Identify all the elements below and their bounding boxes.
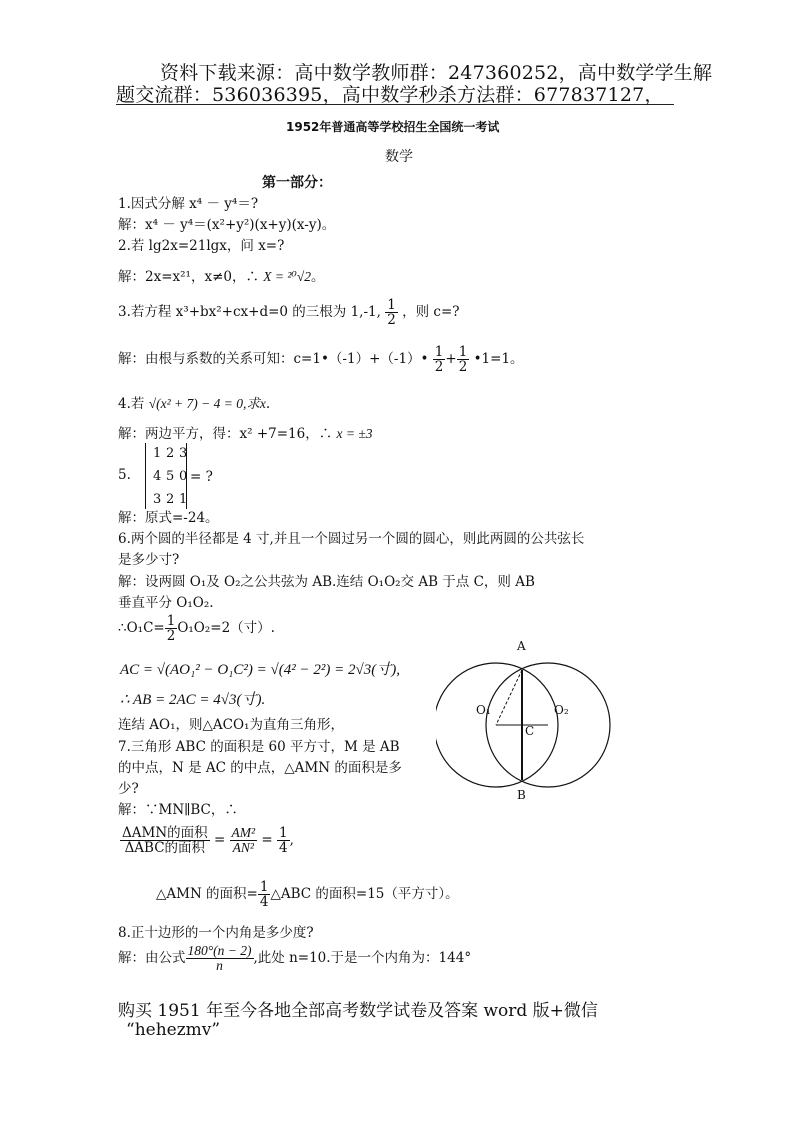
q3-ans-frac-2-den: 2 xyxy=(458,359,468,376)
header-line-2: 题交流群：536036395，高中数学秒杀方法群：677837127， xyxy=(116,84,664,106)
q6-answer-1: 解：设两圆 O₁及 O₂之公共弦为 AB.连结 O₁O₂交 AB 于点 C，则 AB xyxy=(118,574,535,590)
q3-answer-end: •1=1。 xyxy=(473,351,524,368)
q6-answer-3-end: O₁O₂=2（寸）. xyxy=(177,620,275,637)
q3-question-end: ，则 c=? xyxy=(402,304,460,321)
q7-a2-frac-num: 1 xyxy=(259,879,269,895)
q6-answer-5: ∴ AB = 2AC = 4√3(寸). xyxy=(120,692,266,708)
q3-ans-frac-2 xyxy=(457,345,470,374)
q7-frac-sides-den: AN² xyxy=(232,840,254,856)
q4-answer-text: 解：两边平方，得：x² +7=16，∴ xyxy=(118,426,333,442)
q7-frac-area-num: ΔAMN的面积 xyxy=(122,825,208,841)
label-o1: O₁ xyxy=(476,703,491,717)
q6-answer-3-frac xyxy=(165,614,178,643)
q7-comma: , xyxy=(289,832,294,849)
q8-answer-end: ,此处 n=10.于是一个内角为：144° xyxy=(253,950,472,967)
header-line-1: 资料下载来源：高中数学教师群：247360252，高中数学学生解 xyxy=(160,62,713,84)
q1-question: 1.因式分解 x⁴ － y⁴＝? xyxy=(118,196,259,212)
q5-answer: 解：原式=-24。 xyxy=(118,510,219,526)
det-cell: 2 xyxy=(166,446,175,461)
q7-answer-2-frac xyxy=(258,880,271,909)
q3-fraction xyxy=(385,298,398,327)
header-divider xyxy=(116,104,674,105)
q6-answer-4: AC = √(AO₁² − O₁C²) = √(4² − 2²) = 2√3(寸), xyxy=(120,662,400,678)
q2-answer-expr: X = ²⁰√2 xyxy=(263,269,311,284)
q4-question-expr: √(x² + 7) − 4 = 0,求x xyxy=(148,396,266,411)
q6-answer-6: 连结 AO₁，则△ACO₁为直角三角形， xyxy=(118,717,344,733)
det-row-3 xyxy=(153,492,189,507)
q8-answer xyxy=(118,944,471,973)
q7-frac-area-den: ΔABC的面积 xyxy=(124,840,206,857)
q2-answer-text: 解：2x=x²¹，x≠0，∴ xyxy=(118,269,259,285)
footer-line-1: 购买 1951 年至今各地全部高考数学试卷及答案 word 版+微信 xyxy=(118,1001,598,1021)
det-cell: 4 xyxy=(153,469,162,484)
q4-answer-expr: x = ±3 xyxy=(336,426,373,441)
q8-question: 8.正十边形的一个内角是多少度? xyxy=(118,925,314,941)
q8-answer-pre: 解：由公式 xyxy=(118,950,186,967)
q7-question-3: 少? xyxy=(118,781,139,797)
q4-answer xyxy=(118,422,373,442)
q3-question-text: 3.若方程 x³+bx²+cx+d=0 的三根为 1,-1, xyxy=(118,304,381,321)
q6-answer-3 xyxy=(118,614,275,643)
q7-frac-area xyxy=(120,826,210,855)
q7-question-2: 的中点，N 是 AC 的中点，△AMN 的面积是多 xyxy=(118,760,402,776)
label-a: A xyxy=(517,639,526,653)
q7-frac-quarter-num: 1 xyxy=(279,825,288,841)
q5-label: 5. xyxy=(118,467,131,483)
q3-frac-num: 1 xyxy=(387,297,396,313)
circles-figure xyxy=(436,632,636,804)
q7-eq-2: = xyxy=(261,832,273,849)
q3-answer xyxy=(118,345,524,374)
q3-ans-frac-1 xyxy=(433,345,446,374)
det-cell: 0 xyxy=(179,469,188,484)
q6-answer-2: 垂直平分 O₁O₂. xyxy=(118,595,214,611)
det-cell: 3 xyxy=(153,492,162,507)
q7-eq-1: = xyxy=(213,832,226,849)
det-row-2 xyxy=(153,469,189,484)
q6-answer-3-pre: ∴O₁C= xyxy=(118,620,165,637)
q3-ans-frac-2-num: 1 xyxy=(458,344,468,360)
q3-ans-plus: + xyxy=(445,351,457,368)
det-cell: 3 xyxy=(179,446,188,461)
q5-tail: = ? xyxy=(190,469,213,485)
q7-answer-2-end: △ABC 的面积=15（平方寸）。 xyxy=(270,886,459,903)
q8-formula-num: 180°(n − 2) xyxy=(187,943,252,958)
q7-frac-sides xyxy=(230,826,258,855)
q8-formula-den: n xyxy=(216,958,223,974)
part-heading: 第一部分： xyxy=(262,175,332,191)
det-cell: 1 xyxy=(153,446,162,461)
q7-answer-1: 解：∵MN∥BC，∴ xyxy=(118,802,238,818)
q3-ans-frac-1-num: 1 xyxy=(434,344,444,360)
subject-title: 数学 xyxy=(385,149,413,165)
q7-question-1: 7.三角形 ABC 的面积是 60 平方寸，M 是 AB xyxy=(118,739,400,755)
q6-frac-den: 2 xyxy=(166,628,176,645)
det-cell: 5 xyxy=(166,469,175,484)
q4-question xyxy=(118,392,270,412)
label-c: C xyxy=(525,724,535,738)
label-b: B xyxy=(517,788,526,802)
q3-question xyxy=(118,298,460,327)
q1-answer: 解：x⁴ － y⁴＝(x²+y²)(x+y)(x-y)。 xyxy=(118,217,336,233)
q2-answer xyxy=(118,265,325,285)
q3-frac-den: 2 xyxy=(387,312,396,329)
q8-formula xyxy=(186,944,254,973)
det-cell: 2 xyxy=(166,492,175,507)
det-row-1 xyxy=(153,446,189,461)
q7-frac-sides-num: AM² xyxy=(231,825,256,840)
q7-answer-2 xyxy=(156,880,459,909)
segment-ao1 xyxy=(496,670,522,725)
q4-question-text: 4.若 xyxy=(118,396,145,412)
label-o2: O₂ xyxy=(554,703,569,717)
q7-ratio xyxy=(120,826,294,855)
q7-frac-quarter xyxy=(277,826,290,855)
q6-question-2: 是多少寸? xyxy=(118,552,180,568)
q7-frac-quarter-den: 4 xyxy=(279,840,288,857)
q7-a2-frac-den: 4 xyxy=(259,894,269,911)
q2-answer-end: 。 xyxy=(311,269,325,285)
q3-answer-text: 解：由根与系数的关系可知：c=1•（-1）+（-1）• xyxy=(118,351,429,368)
q6-frac-num: 1 xyxy=(166,613,176,629)
q6-question-1: 6.两个圆的半径都是 4 寸,并且一个圆过另一个圆的圆心，则此两圆的公共弦长 xyxy=(118,531,585,547)
q3-ans-frac-1-den: 2 xyxy=(434,359,444,376)
footer-line-2: “hehezmv” xyxy=(126,1020,221,1040)
det-cell: 1 xyxy=(179,492,188,507)
q4-question-end: . xyxy=(265,396,271,412)
q2-question: 2.若 lg2x=21lgx，问 x=? xyxy=(118,238,285,254)
q7-answer-2-pre: △AMN 的面积= xyxy=(156,886,258,903)
exam-title: 1952年普通高等学校招生全国统一考试 xyxy=(286,120,500,134)
